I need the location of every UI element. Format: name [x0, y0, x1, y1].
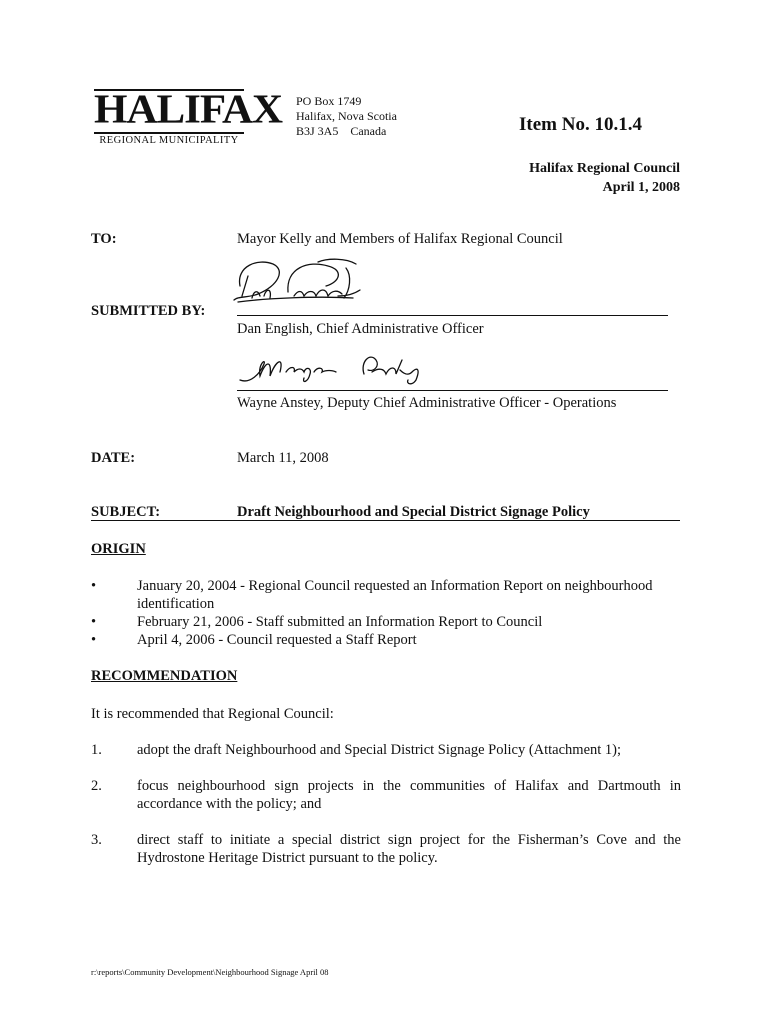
to-value: Mayor Kelly and Members of Halifax Regional Council — [237, 231, 563, 247]
subject-value: Draft Neighbourhood and Special District Signage Policy — [237, 504, 590, 520]
subject-rule — [91, 520, 680, 521]
origin-item: February 21, 2006 - Staff submitted an Information Report to Council — [137, 614, 543, 630]
to-label: TO: — [91, 231, 117, 247]
signature-wayne-anstey — [236, 350, 426, 388]
address-line: Halifax, Nova Scotia — [296, 109, 397, 123]
council-meeting-info — [529, 159, 680, 197]
recommendation-item — [91, 831, 681, 867]
subject-label: SUBJECT: — [91, 504, 161, 520]
bullet-marker: • — [91, 578, 97, 594]
origin-heading: ORIGIN — [91, 541, 146, 557]
mailing-address — [296, 94, 397, 139]
signature-line-1 — [237, 315, 668, 316]
council-name: Halifax Regional Council — [529, 161, 680, 176]
item-number: Item No. 10.1.4 — [519, 114, 642, 135]
list-item — [91, 577, 681, 613]
item-number: 2. — [91, 778, 102, 794]
origin-item: January 20, 2004 - Regional Council requested an Information Report on neighbourhood identification — [137, 578, 653, 612]
signature-dan-english — [228, 256, 378, 314]
recommendation-heading: RECOMMENDATION — [91, 668, 238, 684]
origin-list — [91, 577, 681, 649]
submitted-by-label: SUBMITTED BY: — [91, 303, 206, 319]
item-text: focus neighbourhood sign projects in the communities of Halifax and Dartmouth in accordance with the policy; and — [137, 778, 681, 812]
origin-item: April 4, 2006 - Council requested a Staff Report — [137, 632, 417, 648]
address-line: B3J 3A5 Canada — [296, 124, 387, 138]
signatory-2: Wayne Anstey, Deputy Chief Administrative Officer - Operations — [237, 395, 617, 411]
logo-wordmark: HALIFAX — [94, 87, 283, 132]
logo-bottom-rule — [94, 132, 244, 134]
item-number: 3. — [91, 832, 102, 848]
recommendation-item — [91, 741, 681, 759]
meeting-date: April 1, 2008 — [602, 180, 680, 195]
list-item — [91, 631, 681, 649]
item-text: adopt the draft Neighbourhood and Special District Signage Policy (Attachment 1); — [137, 742, 622, 758]
file-path-footer: r:\reports\Community Development\Neighbourhood Signage April 08 — [91, 967, 329, 977]
signatory-1: Dan English, Chief Administrative Officer — [237, 321, 484, 337]
logo-subtitle: REGIONAL MUNICIPALITY — [99, 135, 239, 146]
signature-line-2 — [237, 390, 668, 391]
item-text: direct staff to initiate a special district sign project for the Fisherman’s Cove and the Hydrostone Heritage District pursuant to the policy. — [137, 832, 681, 866]
recommendation-item — [91, 777, 681, 813]
date-value: March 11, 2008 — [237, 450, 329, 466]
recommendation-intro: It is recommended that Regional Council: — [91, 706, 334, 722]
bullet-marker: • — [91, 614, 97, 630]
list-item — [91, 613, 681, 631]
address-line: PO Box 1749 — [296, 94, 362, 108]
bullet-marker: • — [91, 632, 97, 648]
halifax-logo — [94, 87, 283, 146]
date-label: DATE: — [91, 450, 136, 466]
item-number: 1. — [91, 742, 102, 758]
